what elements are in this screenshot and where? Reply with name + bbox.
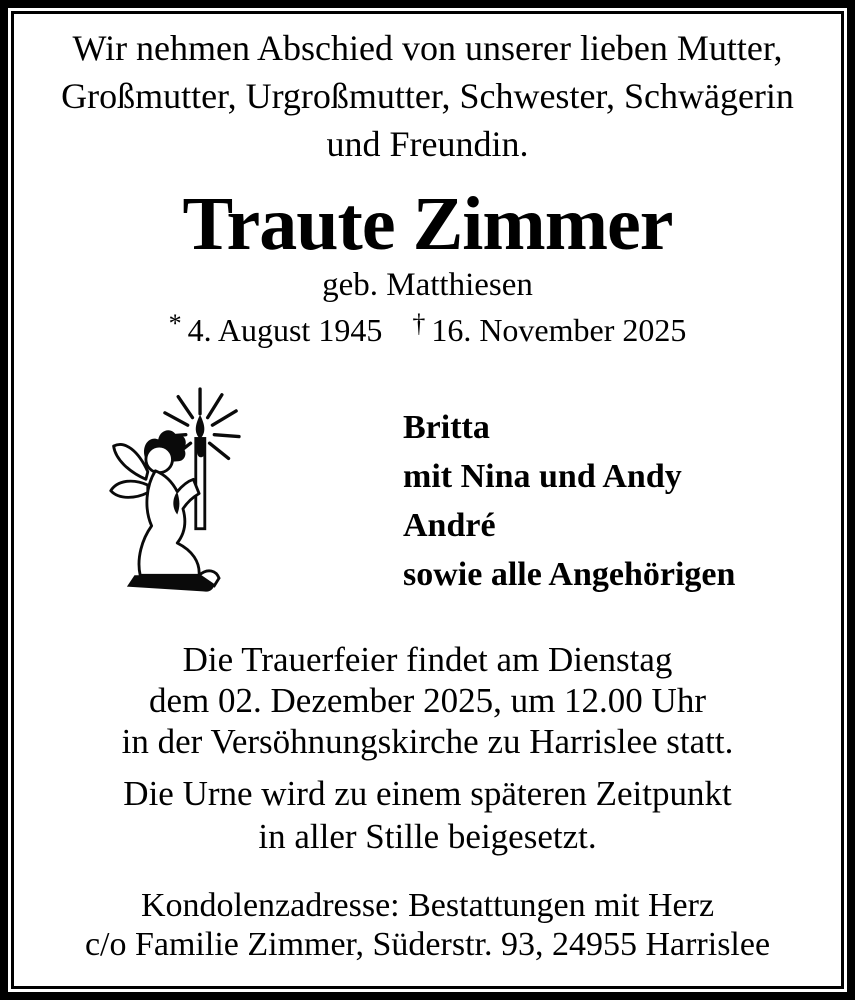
death-date-group (412, 309, 687, 348)
mourners-list (403, 403, 735, 599)
intro-line: Großmutter, Urgroßmutter, Schwester, Schwägerin (61, 76, 794, 116)
funeral-line: in der Versöhnungskirche zu Harrislee statt. (121, 722, 734, 761)
urn-line: in aller Stille beigesetzt. (258, 817, 597, 856)
birth-star-symbol: * (168, 309, 182, 338)
mourner-line: mit Nina und Andy (403, 458, 682, 495)
intro-line: Wir nehmen Abschied von unserer lieben Mutter, (72, 28, 783, 68)
condolence-line: Kondolenzadresse: Bestattungen mit Herz (140, 887, 715, 924)
mourner-line: sowie alle Angehörigen (403, 556, 736, 593)
death-cross-symbol: † (412, 309, 426, 338)
condolence-line: c/o Familie Zimmer, Süderstr. 93, 24955 Harrislee (84, 926, 771, 963)
funeral-line: dem 02. Dezember 2025, um 12.00 Uhr (149, 681, 706, 720)
mourner-line: Britta (403, 409, 490, 446)
birth-date: 4. August 1945 (187, 312, 383, 348)
funeral-info (22, 639, 833, 762)
deceased-name: Traute Zimmer (182, 182, 673, 266)
intro-text (22, 24, 833, 168)
death-date: 16. November 2025 (431, 312, 687, 348)
intro-line: und Freundin. (326, 124, 529, 164)
maiden-name: geb. Matthiesen (322, 267, 533, 303)
birth-date-group (168, 309, 383, 348)
urn-info (22, 772, 833, 858)
mourner-line: André (403, 507, 496, 544)
funeral-line: Die Trauerfeier findet am Dienstag (182, 640, 673, 679)
urn-line: Die Urne wird zu einem späteren Zeitpunkt (123, 774, 732, 813)
angel-candle-icon (106, 382, 258, 608)
life-dates (22, 309, 833, 351)
condolence-address (22, 886, 833, 964)
